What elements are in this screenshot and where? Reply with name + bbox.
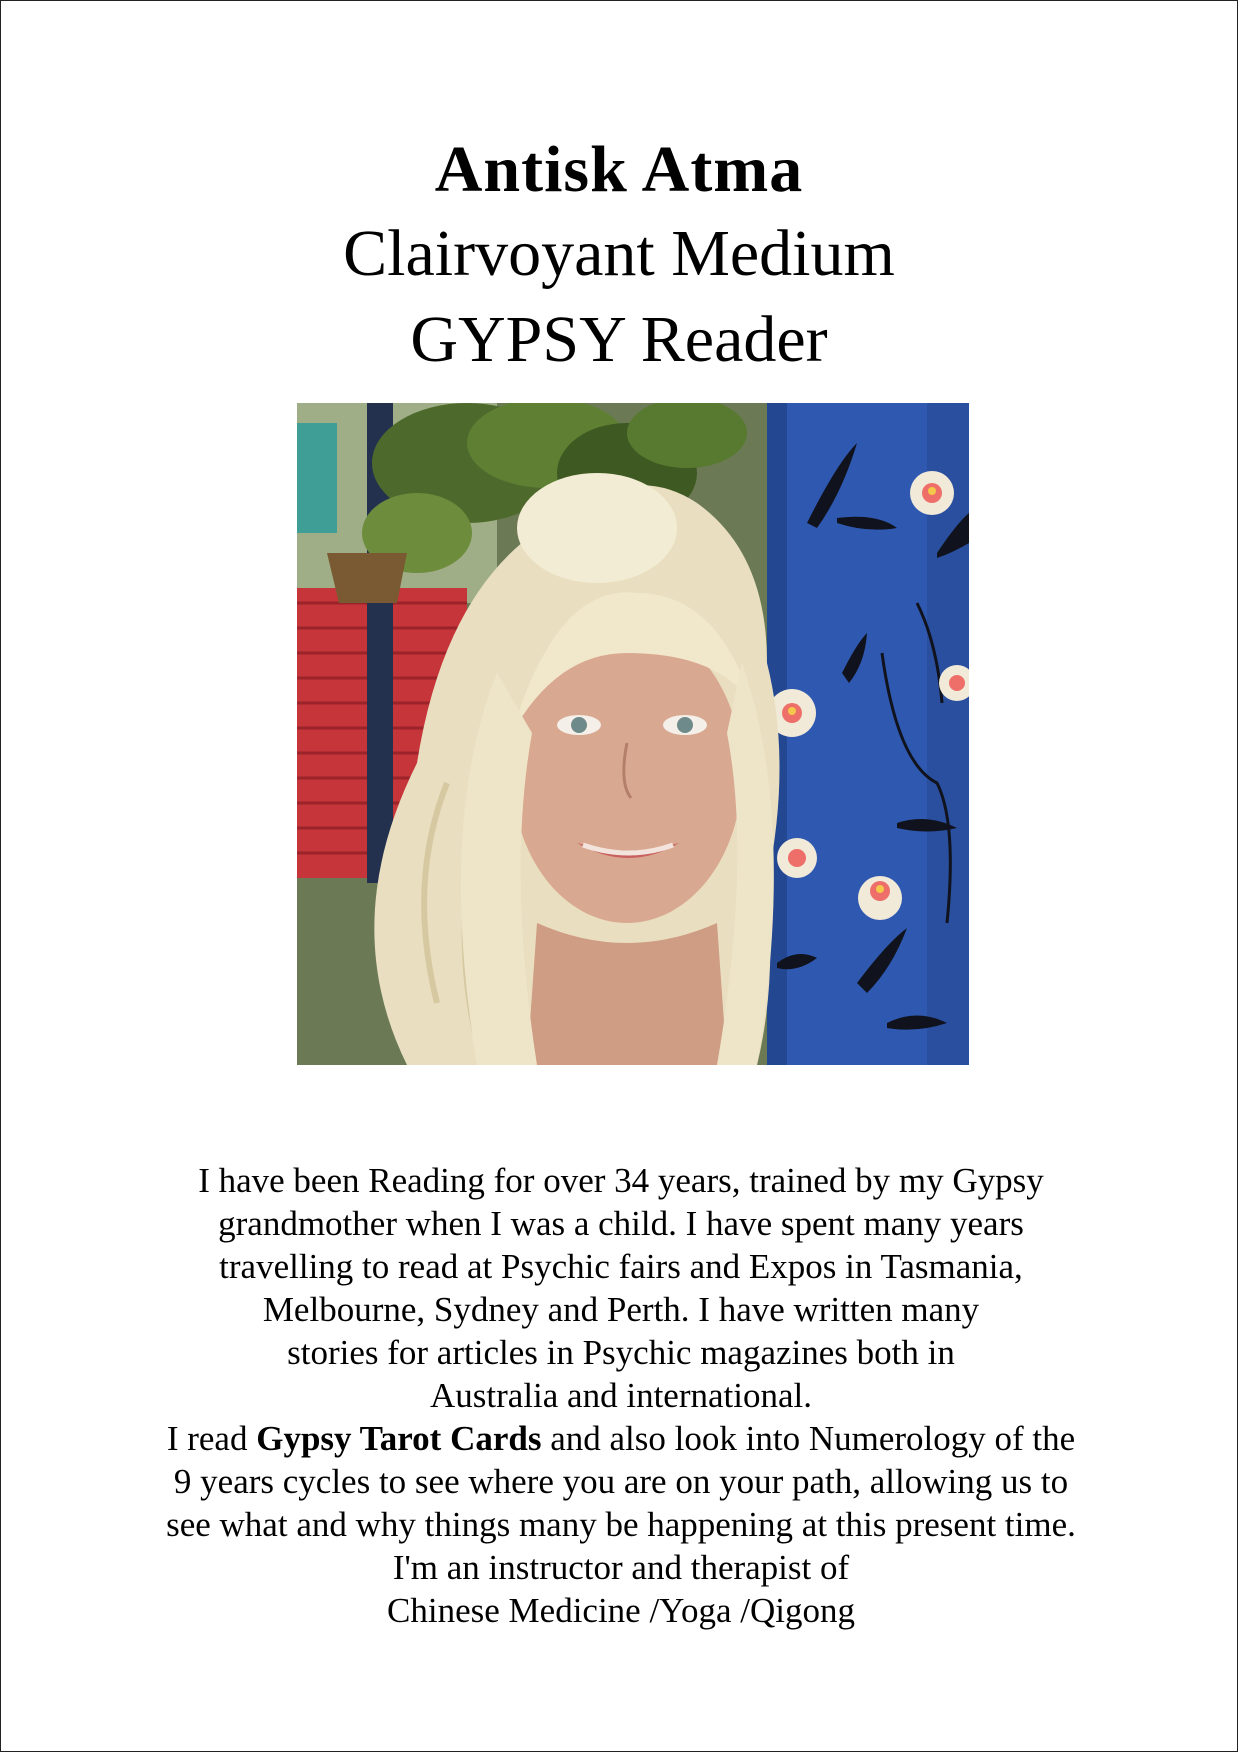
bio-text-post: and also look into Numerology of the xyxy=(541,1419,1076,1458)
title-line-2: GYPSY Reader xyxy=(410,303,828,376)
bio-line: travelling to read at Psychic fairs and Expos in Tasmania, xyxy=(219,1247,1023,1286)
blue-pillar xyxy=(767,403,969,1065)
bio-line: 9 years cycles to see where you are on your path, allowing us to xyxy=(173,1462,1069,1501)
header xyxy=(1,129,1237,383)
title-line-1: Clairvoyant Medium xyxy=(343,217,895,290)
bio-text-pre: I read xyxy=(166,1419,257,1458)
bio-text xyxy=(81,1159,1161,1632)
plant-pot xyxy=(327,553,407,603)
bio-line: grandmother when I was a child. I have spent many years xyxy=(218,1204,1024,1243)
bio-line-tarot xyxy=(81,1417,1161,1460)
reader-name: Antisk Atma xyxy=(434,133,804,206)
bio-line: see what and why things many be happening at this present time. xyxy=(166,1505,1076,1544)
bio-line: Australia and international. xyxy=(430,1376,812,1415)
gypsy-tarot-cards-emphasis: Gypsy Tarot Cards xyxy=(256,1419,542,1458)
portrait-photo xyxy=(297,403,969,1065)
bio-line: I have been Reading for over 34 years, trained by my Gypsy xyxy=(198,1161,1044,1200)
face xyxy=(512,592,752,1065)
bio-line: Chinese Medicine /Yoga /Qigong xyxy=(387,1591,855,1630)
bio-line: I'm an instructor and therapist of xyxy=(392,1548,850,1587)
bio-line: Melbourne, Sydney and Perth. I have written many xyxy=(262,1290,980,1329)
bio-line: stories for articles in Psychic magazines both in xyxy=(287,1333,955,1372)
